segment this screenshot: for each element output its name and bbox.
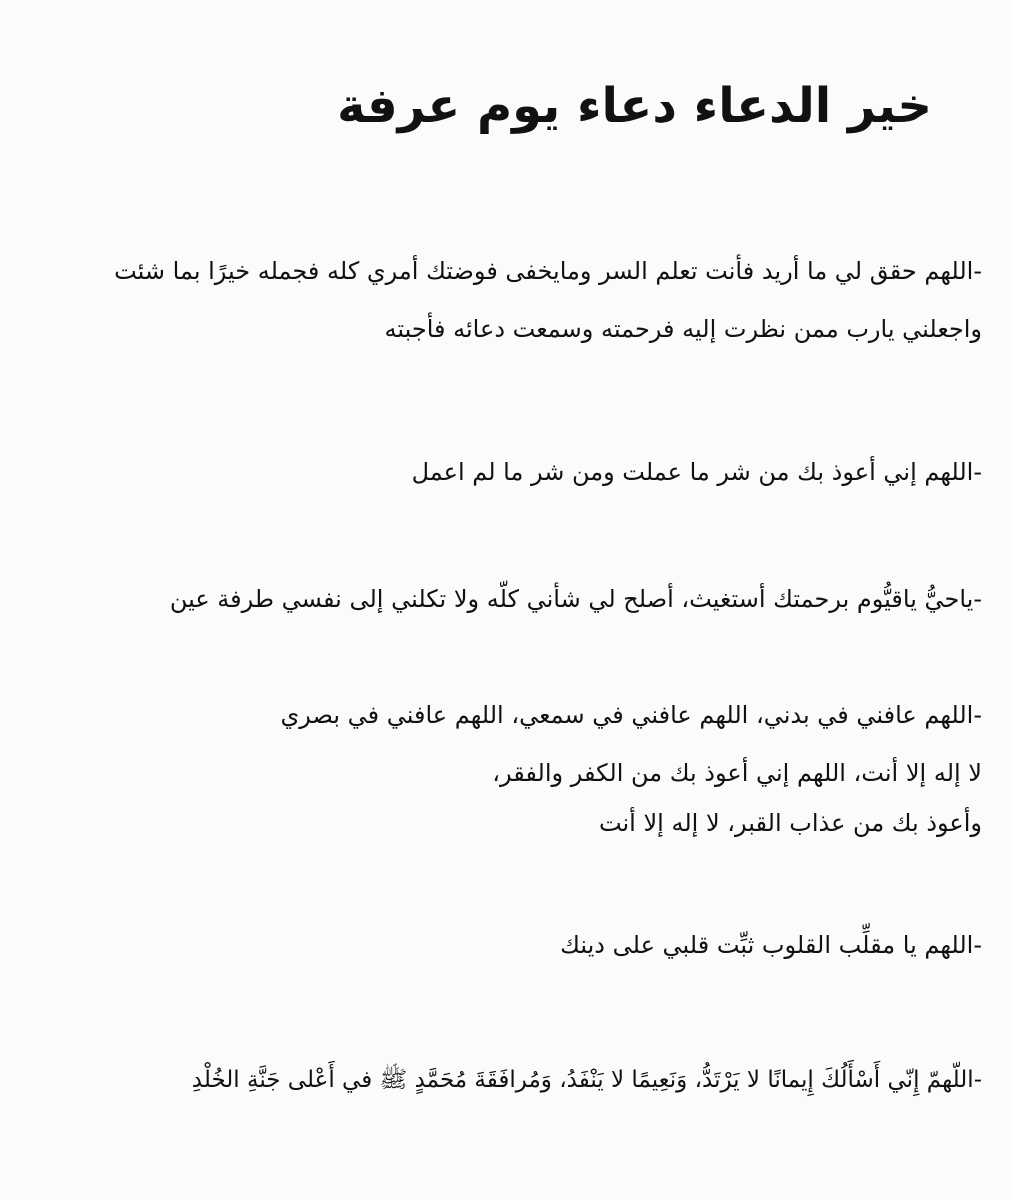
dua-line-7: وأعوذ بك من عذاب القبر، لا إله إلا أنت xyxy=(598,809,982,837)
dua-line-8: -اللهم يا مقلِّب القلوب ثبِّت قلبي على دينك xyxy=(560,931,982,959)
dua-line-1: -اللهم حقق لي ما أريد فأنت تعلم السر ومايخفى فوضتك أمري كله فجمله خيرًا بما شئت xyxy=(114,257,982,285)
dua-line-5: -اللهم عافني في بدني، اللهم عافني في سمعي، اللهم عافني في بصري xyxy=(280,701,982,729)
page-title: خير الدعاء دعاء يوم عرفة xyxy=(337,78,932,134)
dua-line-3: -اللهم إني أعوذ بك من شر ما عملت ومن شر ما لم اعمل xyxy=(411,458,982,486)
dua-line-9: -اللّهمّ إِنّي أَسْأَلُكَ إِيمانًا لا يَرْتَدُّ، وَنَعِيمًا لا يَنْفَدُ، وَمُرافَقَةَ مُحَمَّدٍ ﷺ في أَعْلى جَنَّةِ الخُلْدِ xyxy=(191,1067,982,1093)
dua-line-4: -ياحيُّ ياقيُّوم برحمتك أستغيث، أصلح لي شأني كلّه ولا تكلني إلى نفسي طرفة عين xyxy=(169,585,982,613)
dua-line-2: واجعلني يارب ممن نظرت إليه فرحمته وسمعت دعائه فأجبته xyxy=(384,315,982,343)
dua-line-6: لا إله إلا أنت، اللهم إني أعوذ بك من الكفر والفقر، xyxy=(492,759,982,787)
